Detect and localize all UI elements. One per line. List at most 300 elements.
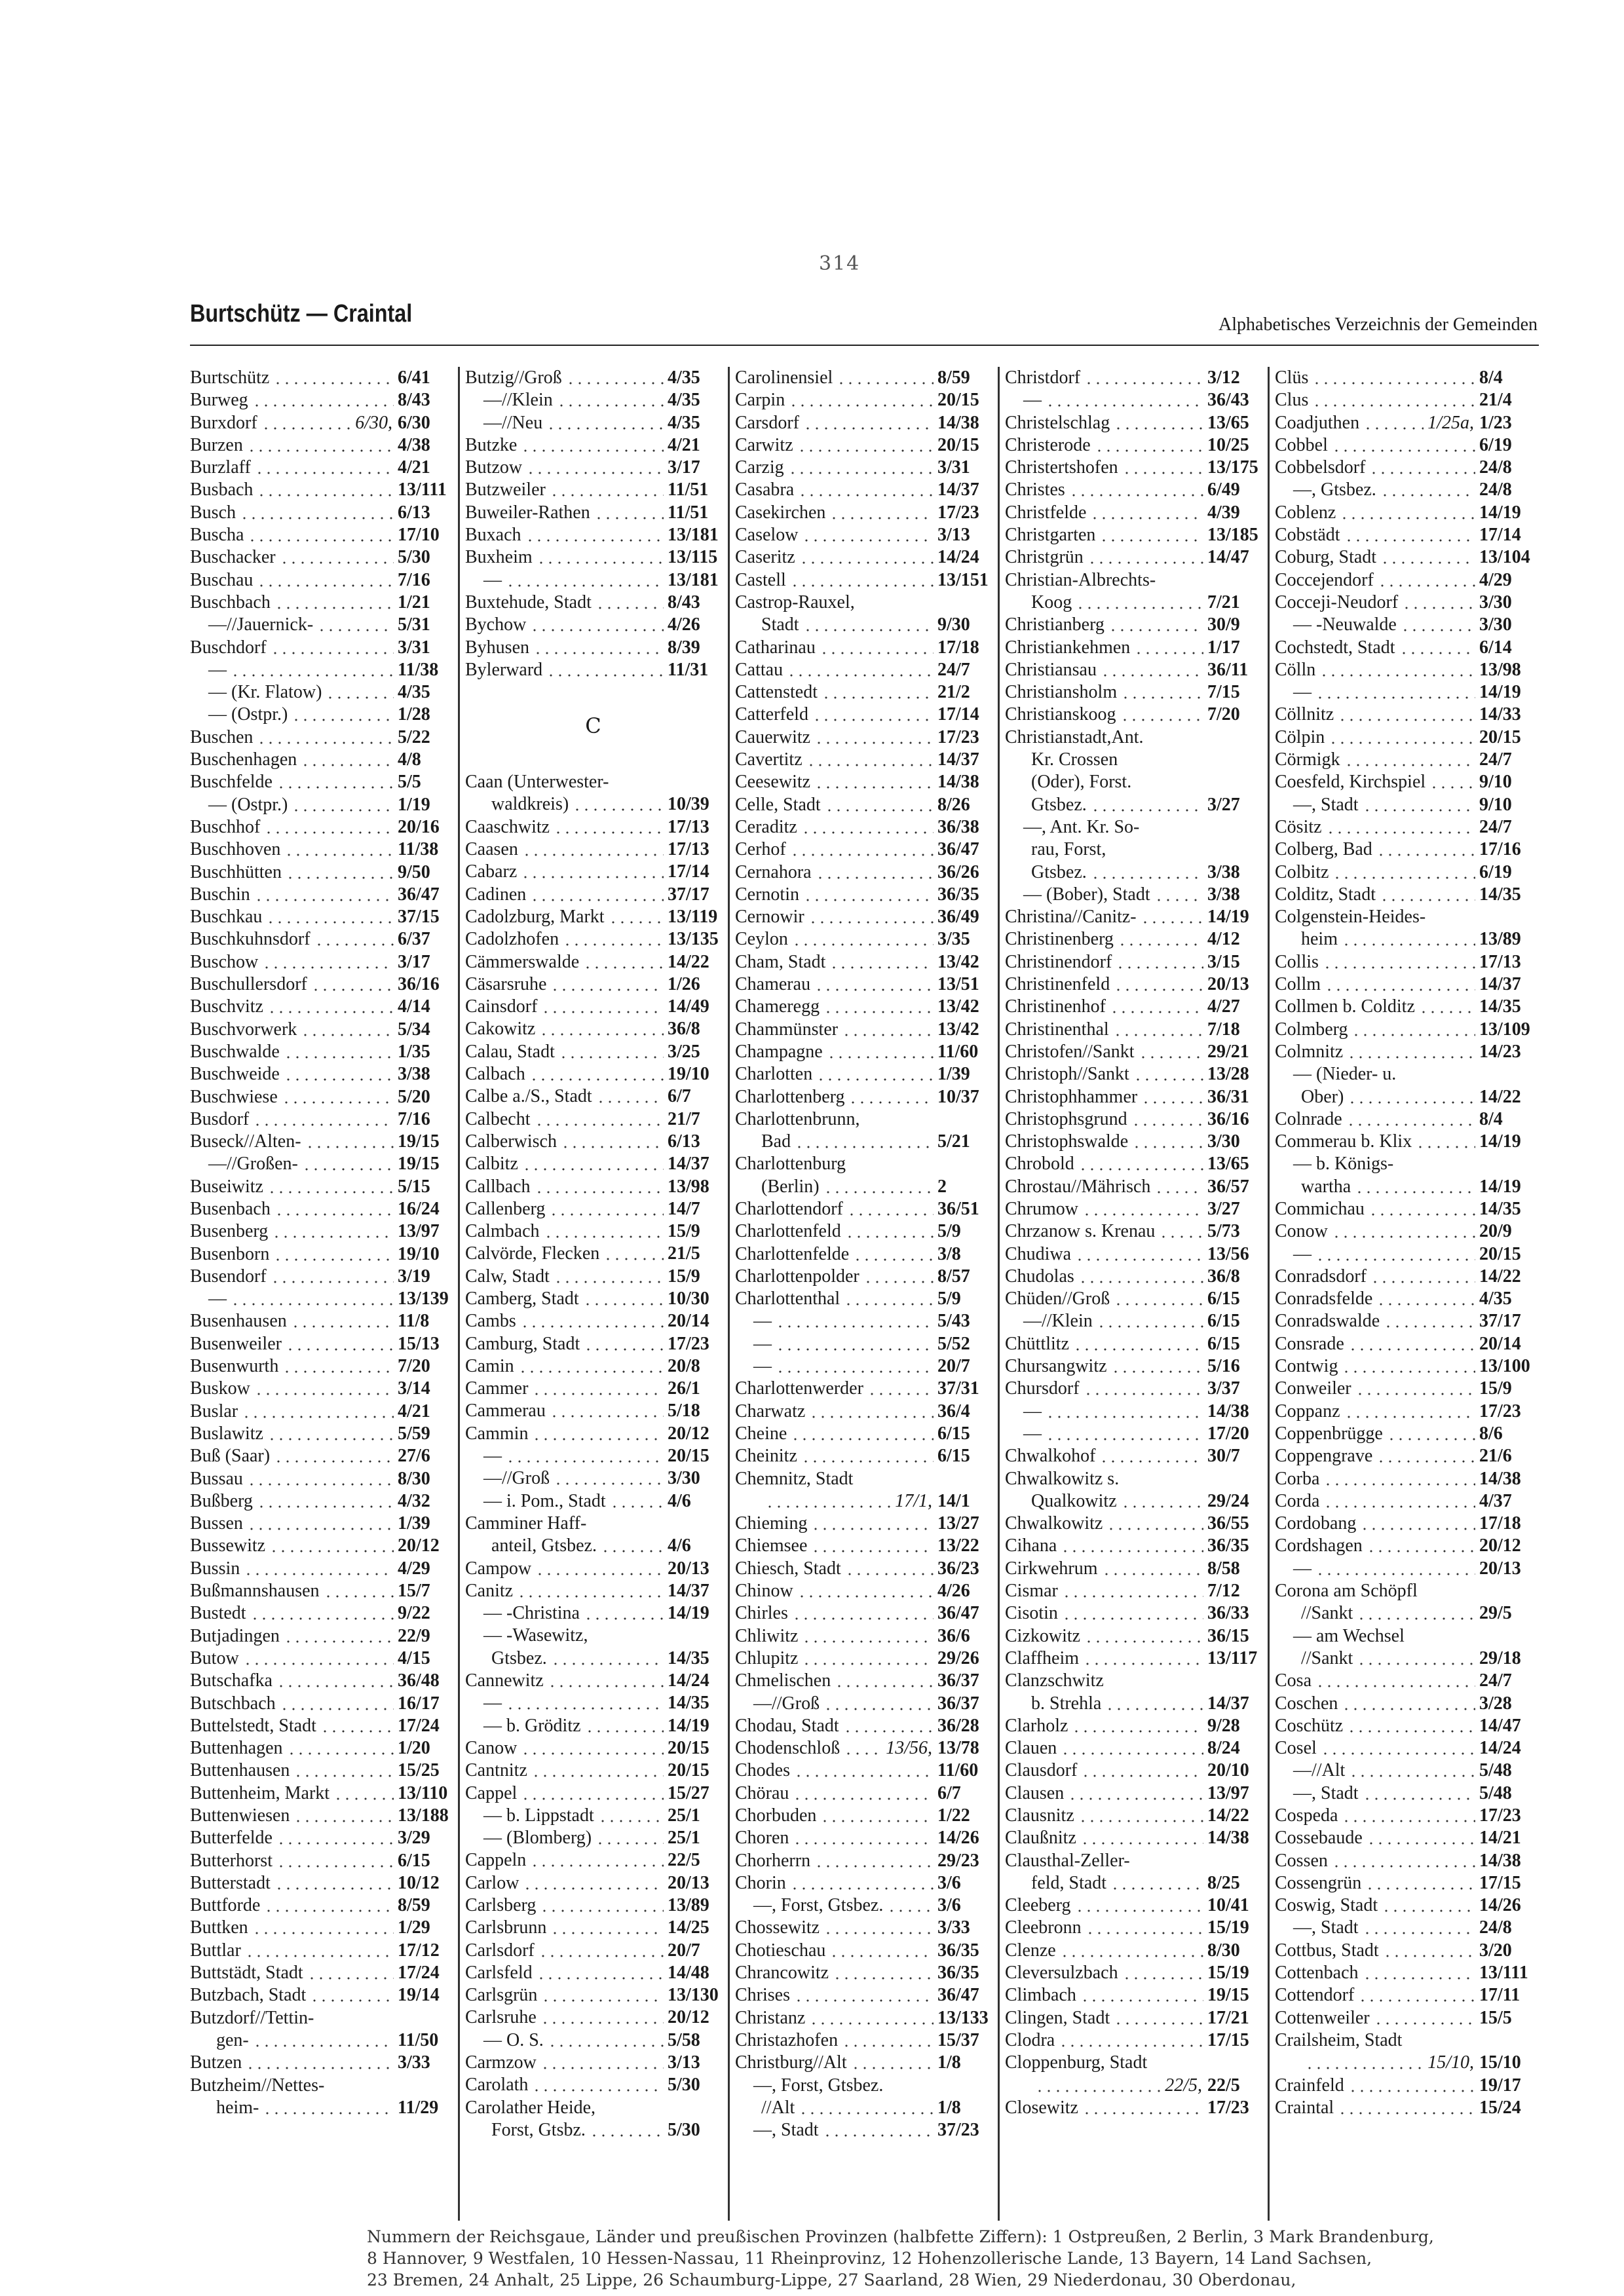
dot-leader [1332, 434, 1475, 457]
place-name: Chlupitz [735, 1647, 799, 1668]
entry-line [1005, 1894, 1261, 1917]
entry-line [465, 569, 721, 592]
gazetteer-entry [735, 1917, 991, 1939]
place-name: Cihana [1005, 1535, 1057, 1556]
region-reference: 5/30 [398, 547, 430, 568]
entry-line [1275, 1580, 1533, 1602]
region-reference: 1/20 [398, 1738, 430, 1759]
place-name: Chorbuden [735, 1805, 817, 1826]
entry-line [1275, 1198, 1533, 1220]
dot-leader [240, 502, 394, 524]
gazetteer-entry [190, 1243, 451, 1266]
place-name: — b. Gröditz [483, 1715, 581, 1736]
place-name: Cappeln [465, 1850, 527, 1871]
region-reference: 4/14 [398, 996, 430, 1017]
entry-line [735, 771, 991, 793]
region-reference: 6/30 [398, 412, 430, 433]
region-reference: 8/4 [1479, 367, 1503, 388]
entry-line [1005, 389, 1261, 411]
dot-leader [787, 659, 934, 681]
dot-leader [837, 367, 934, 389]
gazetteer-entry [735, 1243, 991, 1266]
region-reference: 14/37 [668, 1580, 709, 1601]
gazetteer-entry [735, 1670, 991, 1692]
dot-leader [1357, 1602, 1475, 1625]
region-reference: 6/19 [1479, 861, 1512, 882]
place-name: Butjadingen [190, 1625, 280, 1646]
region-reference: 17/13 [1479, 951, 1521, 972]
dot-leader [814, 771, 934, 793]
dot-leader [1380, 884, 1475, 906]
dot-leader [595, 592, 664, 614]
region-reference: 5/20 [398, 1086, 430, 1107]
entry-line [190, 1827, 451, 1849]
footnote [367, 2226, 1539, 2291]
region-reference: 37/17 [1479, 1311, 1521, 1332]
place-name: —, Stadt [1293, 794, 1359, 815]
entry-line [190, 1670, 451, 1692]
gazetteer-entry [190, 389, 451, 411]
gazetteer-entry [1005, 1108, 1261, 1131]
entry-line [465, 1490, 721, 1513]
dot-leader [291, 1310, 394, 1332]
entry-line [465, 1467, 721, 1490]
dot-leader [257, 726, 394, 749]
place-name: Castrop-Rauxel, [735, 592, 855, 612]
dot-leader [1099, 1445, 1203, 1467]
dot-leader [1363, 412, 1424, 434]
dot-leader [550, 973, 664, 996]
dot-leader [1342, 1355, 1475, 1378]
place-name: Butzow [465, 457, 523, 478]
gazetteer-entry [190, 1558, 451, 1580]
gazetteer-entry [190, 1378, 451, 1400]
entry-line [735, 2119, 991, 2141]
dot-leader [257, 479, 394, 501]
dot-leader [609, 906, 664, 928]
gazetteer-entry [1005, 367, 1261, 389]
gazetteer-entry [465, 1917, 721, 1939]
dot-leader [280, 1693, 394, 1715]
entry-line [1005, 681, 1261, 704]
gazetteer-entry [1275, 1737, 1533, 1760]
dot-leader [554, 1467, 664, 1490]
dot-leader [1154, 1176, 1203, 1198]
region-reference: 3/20 [1479, 1940, 1512, 1961]
entry-line [1005, 524, 1261, 546]
place-name: Casabra [735, 480, 795, 500]
place-name: Cismar [1005, 1581, 1058, 1602]
place-name: Christerode [1005, 434, 1091, 455]
place-name: Cainsdorf [465, 996, 538, 1017]
place-name: Cobstädt [1275, 525, 1340, 546]
place-name: Butzweiler [465, 480, 546, 500]
dot-leader [263, 2097, 394, 2119]
dot-leader [842, 1019, 934, 1041]
place-name: —, Gtsbez. [1293, 480, 1376, 500]
place-name: (Berlin) [761, 1176, 820, 1197]
place-name: Cottbus, Stadt [1275, 1940, 1379, 1961]
entry-line [465, 1176, 721, 1198]
dot-leader [1132, 1131, 1203, 1153]
region-reference: 15/24 [1479, 2097, 1521, 2118]
region-reference: 17/18 [1479, 1513, 1521, 1534]
region-reference: 13/89 [668, 1895, 709, 1915]
region-reference: 36/51 [937, 1198, 979, 1219]
region-reference: 14/19 [1479, 502, 1521, 523]
region-reference: 25/1 [668, 1828, 700, 1849]
region-reference: 14/37 [937, 749, 979, 770]
place-name: — [753, 1311, 772, 1332]
place-name: Chrostau//Mährisch [1005, 1176, 1151, 1197]
place-name: Butzen [190, 2052, 242, 2073]
dot-leader [1323, 1490, 1475, 1513]
place-name: Callbach [465, 1176, 531, 1197]
place-name: Commichau [1275, 1198, 1365, 1219]
gazetteer-entry [1275, 1401, 1533, 1423]
region-reference: 20/16 [398, 816, 440, 837]
place-name: waldkreis) [491, 794, 569, 815]
gazetteer-entry [735, 1580, 991, 1602]
dot-leader [521, 1737, 664, 1760]
dot-leader [273, 367, 394, 389]
place-name: Christianskoog [1005, 704, 1116, 725]
place-name: Charlottenberg [735, 1086, 845, 1107]
region-reference: 36/8 [1207, 1266, 1240, 1287]
region-reference: 14/22 [1479, 1086, 1521, 1107]
entry-line [1275, 1490, 1533, 1513]
entry-line [190, 1535, 451, 1557]
place-name: Christophswalde [1005, 1131, 1129, 1152]
dot-leader [790, 1872, 934, 1894]
region-reference: 5/52 [937, 1333, 970, 1354]
region-reference: 5/9 [937, 1289, 961, 1309]
region-reference: 8/43 [398, 390, 430, 411]
entry-line [190, 816, 451, 838]
entry-line [1275, 1647, 1533, 1670]
place-name: Coswig, Stadt [1275, 1895, 1378, 1916]
gazetteer-entry [1005, 389, 1261, 411]
region-reference: 5/59 [398, 1423, 430, 1444]
entry-line [1005, 1715, 1261, 1737]
place-name: Busenwurth [190, 1356, 279, 1377]
dot-leader [823, 996, 934, 1018]
place-name: Cernowir [735, 907, 804, 928]
gazetteer-entry [465, 569, 721, 592]
dot-leader [1384, 1310, 1475, 1332]
gazetteer-entry [735, 1333, 991, 1355]
dot-leader [1046, 1423, 1203, 1445]
dot-leader [590, 2119, 664, 2141]
place-name: Clenze [1005, 1940, 1056, 1961]
region-reference: 3/33 [398, 2052, 430, 2073]
entry-line [190, 367, 451, 389]
entry-line [735, 1670, 991, 1692]
region-reference: 20/15 [937, 434, 979, 455]
dot-leader [1111, 1355, 1203, 1378]
dot-leader [823, 2119, 934, 2141]
entry-line [1005, 1760, 1261, 1782]
entry-line [735, 412, 991, 434]
entry-line [1005, 2052, 1261, 2074]
gazetteer-entry [1275, 951, 1533, 973]
place-name: Ceraditz [735, 816, 797, 837]
gazetteer-entry [465, 659, 721, 681]
entry-line [1005, 1153, 1261, 1175]
region-reference: 10/41 [1207, 1895, 1249, 1916]
gazetteer-entry [1275, 1063, 1533, 1108]
region-reference: 17/23 [668, 1333, 709, 1354]
entry-line [735, 2052, 991, 2074]
gazetteer-entry [190, 1468, 451, 1490]
gazetteer-entry [190, 637, 451, 659]
place-name: Chorherrn [735, 1850, 811, 1871]
dot-leader [541, 1984, 664, 2006]
gazetteer-entry [1275, 457, 1533, 479]
gazetteer-entry [1275, 1827, 1533, 1849]
place-name: Carolather Heide, [465, 2097, 596, 2118]
place-name: heim [1301, 929, 1338, 950]
dot-leader [1321, 1737, 1475, 1760]
dot-leader [533, 637, 664, 659]
entry-line [190, 794, 451, 816]
dot-leader [537, 546, 664, 569]
dot-leader [1114, 1288, 1203, 1310]
gazetteer-entry [1005, 434, 1261, 457]
gazetteer-entry [735, 479, 991, 501]
gazetteer-entry [1275, 637, 1533, 659]
dot-leader [257, 569, 394, 592]
entry-line [1005, 2029, 1261, 2052]
place-name: Cadinen [465, 884, 527, 905]
region-reference: 7/21 [1207, 592, 1240, 612]
gazetteer-entry [190, 2075, 451, 2120]
entry-line [190, 1715, 451, 1737]
place-name: Bussen [190, 1513, 243, 1534]
dot-leader [292, 794, 394, 816]
gazetteer-entry [465, 1940, 721, 1962]
gazetteer-entry [735, 1401, 991, 1423]
gazetteer-entry [465, 1198, 721, 1220]
place-name: —, Stadt [753, 2120, 819, 2141]
region-reference: 21/2 [937, 682, 970, 703]
place-name: Chrancowitz [735, 1963, 829, 1984]
dot-leader [794, 1760, 934, 1782]
region-reference: 3/30 [1479, 592, 1512, 612]
entry-line [1005, 1243, 1261, 1266]
region-reference: 3/30 [668, 1468, 700, 1489]
place-name: Clus [1275, 390, 1309, 411]
entry-line [465, 1558, 721, 1580]
gazetteer-entry [465, 2052, 721, 2074]
dot-leader [802, 1625, 934, 1647]
entry-line [1005, 1401, 1261, 1423]
dot-leader [539, 1018, 664, 1040]
gazetteer-entry [735, 1423, 991, 1445]
gazetteer-entry [1275, 838, 1533, 861]
gazetteer-entry [1275, 816, 1533, 838]
place-name: Calau, Stadt [465, 1041, 555, 1062]
dot-leader [1035, 2075, 1161, 2097]
region-reference: 3/8 [937, 1243, 961, 1264]
dot-leader [1399, 637, 1475, 659]
entry-line [1005, 1602, 1261, 1625]
place-name: —//Klein [1023, 1311, 1093, 1332]
dot-leader [267, 1176, 394, 1198]
region-reference: 20/15 [937, 390, 979, 411]
place-name: Corda [1275, 1490, 1320, 1511]
gazetteer-entry [735, 524, 991, 546]
dot-leader [320, 1715, 394, 1737]
gazetteer-entry [465, 928, 721, 950]
place-name: Cambs [465, 1311, 516, 1332]
gazetteer-entry [1005, 546, 1261, 569]
entry-line [465, 1310, 721, 1332]
entry-line [190, 884, 451, 906]
gazetteer-entry [465, 1782, 721, 1805]
dot-leader [520, 1310, 664, 1332]
entry-line [1275, 1355, 1533, 1378]
region-reference: 20/8 [668, 1355, 700, 1376]
dot-leader [788, 457, 934, 479]
region-reference: 6/49 [1207, 480, 1240, 500]
place-name: Buttenhausen [190, 1760, 290, 1781]
region-reference: 3/27 [1207, 794, 1240, 815]
entry-line [465, 1085, 721, 1108]
dot-leader [282, 1086, 394, 1108]
entry-line [1005, 973, 1261, 996]
gazetteer-entry [735, 1984, 991, 2006]
region-reference: 13/65 [1207, 1154, 1249, 1175]
place-name: Cospeda [1275, 1805, 1338, 1826]
region-reference: 4/6 [668, 1535, 691, 1556]
place-name: Chüden//Groß [1005, 1289, 1110, 1309]
region-reference: 36/37 [937, 1670, 979, 1691]
dot-leader [1378, 569, 1475, 592]
dot-leader [1114, 2007, 1203, 2029]
dot-leader [816, 1063, 934, 1085]
region-reference: 10/30 [668, 1288, 709, 1309]
place-name: Carlsbrunn [465, 1917, 547, 1938]
entry-line [465, 2052, 721, 2074]
entry-line [735, 704, 991, 726]
entry-line [1275, 928, 1533, 950]
dot-leader [791, 1423, 934, 1445]
place-name: —, Forst, Gtsbez. [753, 1895, 884, 1916]
place-name: Consrade [1275, 1333, 1344, 1354]
place-name: Camburg, Stadt [465, 1333, 580, 1354]
dot-leader [301, 749, 394, 771]
place-name: Buschwiese [190, 1086, 278, 1107]
gazetteer-entry [190, 1670, 451, 1692]
place-name: Qualkowitz [1031, 1490, 1117, 1511]
place-name: Charlottenfeld [735, 1221, 841, 1242]
place-name: Charlottenthal [735, 1289, 840, 1309]
region-reference: 3/25 [668, 1041, 700, 1062]
gazetteer-entry [465, 1108, 721, 1131]
entry-line [735, 1984, 991, 2006]
place-name: Cäsarsruhe [465, 973, 547, 994]
gazetteer-entry [1275, 1782, 1533, 1805]
region-reference: 27/6 [398, 1446, 430, 1467]
dot-leader [266, 906, 394, 928]
dot-leader [247, 1468, 394, 1490]
dot-leader [1332, 1850, 1475, 1872]
entry-line [190, 951, 451, 973]
gazetteer-entry [1005, 1310, 1261, 1332]
place-name: Gtsbez. [1031, 861, 1087, 882]
place-name: Collis [1275, 951, 1319, 972]
dot-leader [247, 434, 394, 457]
region-reference: 4/21 [398, 1401, 430, 1421]
entry-line [735, 996, 991, 1018]
entry-line [465, 2097, 721, 2119]
dot-leader [1046, 1401, 1203, 1423]
place-name: Conweiler [1275, 1378, 1351, 1399]
region-reference: 29/24 [1207, 1490, 1249, 1511]
place-name: Climbach [1005, 1985, 1076, 2006]
gazetteer-entry [1275, 1019, 1533, 1041]
place-name: Caaschwitz [465, 816, 550, 837]
dot-leader [1369, 457, 1475, 479]
region-reference: 14/26 [937, 1828, 979, 1849]
place-name: Carzig [735, 457, 784, 478]
entry-line [735, 1266, 991, 1288]
entry-line [735, 1513, 991, 1535]
dot-leader [1061, 1737, 1203, 1760]
gazetteer-entry [465, 861, 721, 883]
gazetteer-entry [190, 906, 451, 928]
place-name: Busbach [190, 480, 254, 500]
place-name: Cöllnitz [1275, 704, 1334, 725]
entry-line [1275, 1266, 1533, 1288]
entry-line [1005, 1041, 1261, 1063]
region-reference: 8/6 [1479, 1423, 1503, 1444]
region-reference: 36/35 [1207, 1535, 1249, 1556]
region-reference: 36/4 [937, 1401, 970, 1421]
dot-leader [823, 1176, 934, 1198]
dot-leader [801, 816, 934, 838]
gazetteer-entry [1005, 1625, 1261, 1647]
place-name: Butzdorf//Tettin- [190, 2007, 314, 2028]
region-reference: 13/42 [937, 1019, 979, 1040]
gazetteer-entry [1275, 996, 1533, 1018]
entry-line [1275, 1850, 1533, 1872]
region-reference: 10/37 [937, 1086, 979, 1107]
entry-line [190, 1423, 451, 1445]
entry-line [465, 1602, 721, 1625]
gazetteer-entry [1005, 637, 1261, 659]
gazetteer-entry [465, 524, 721, 546]
gazetteer-entry [735, 704, 991, 726]
dot-leader [284, 1041, 394, 1063]
dot-leader [1363, 1962, 1475, 1984]
entry-line [465, 1423, 721, 1445]
dot-leader [1369, 1198, 1475, 1220]
entry-line [735, 1647, 991, 1670]
alt-reference: 15/10, [1427, 2052, 1474, 2073]
place-name: Cammerau [465, 1401, 546, 1421]
gazetteer-entry [1275, 1872, 1533, 1894]
region-reference: 37/31 [937, 1378, 979, 1399]
entry-line [735, 1468, 991, 1490]
place-name: Chossewitz [735, 1917, 820, 1938]
entry-line [190, 681, 451, 704]
entry-line [735, 1310, 991, 1332]
dot-leader [506, 1445, 664, 1467]
place-name: Carwitz [735, 434, 793, 455]
region-reference: 20/12 [668, 1423, 709, 1444]
